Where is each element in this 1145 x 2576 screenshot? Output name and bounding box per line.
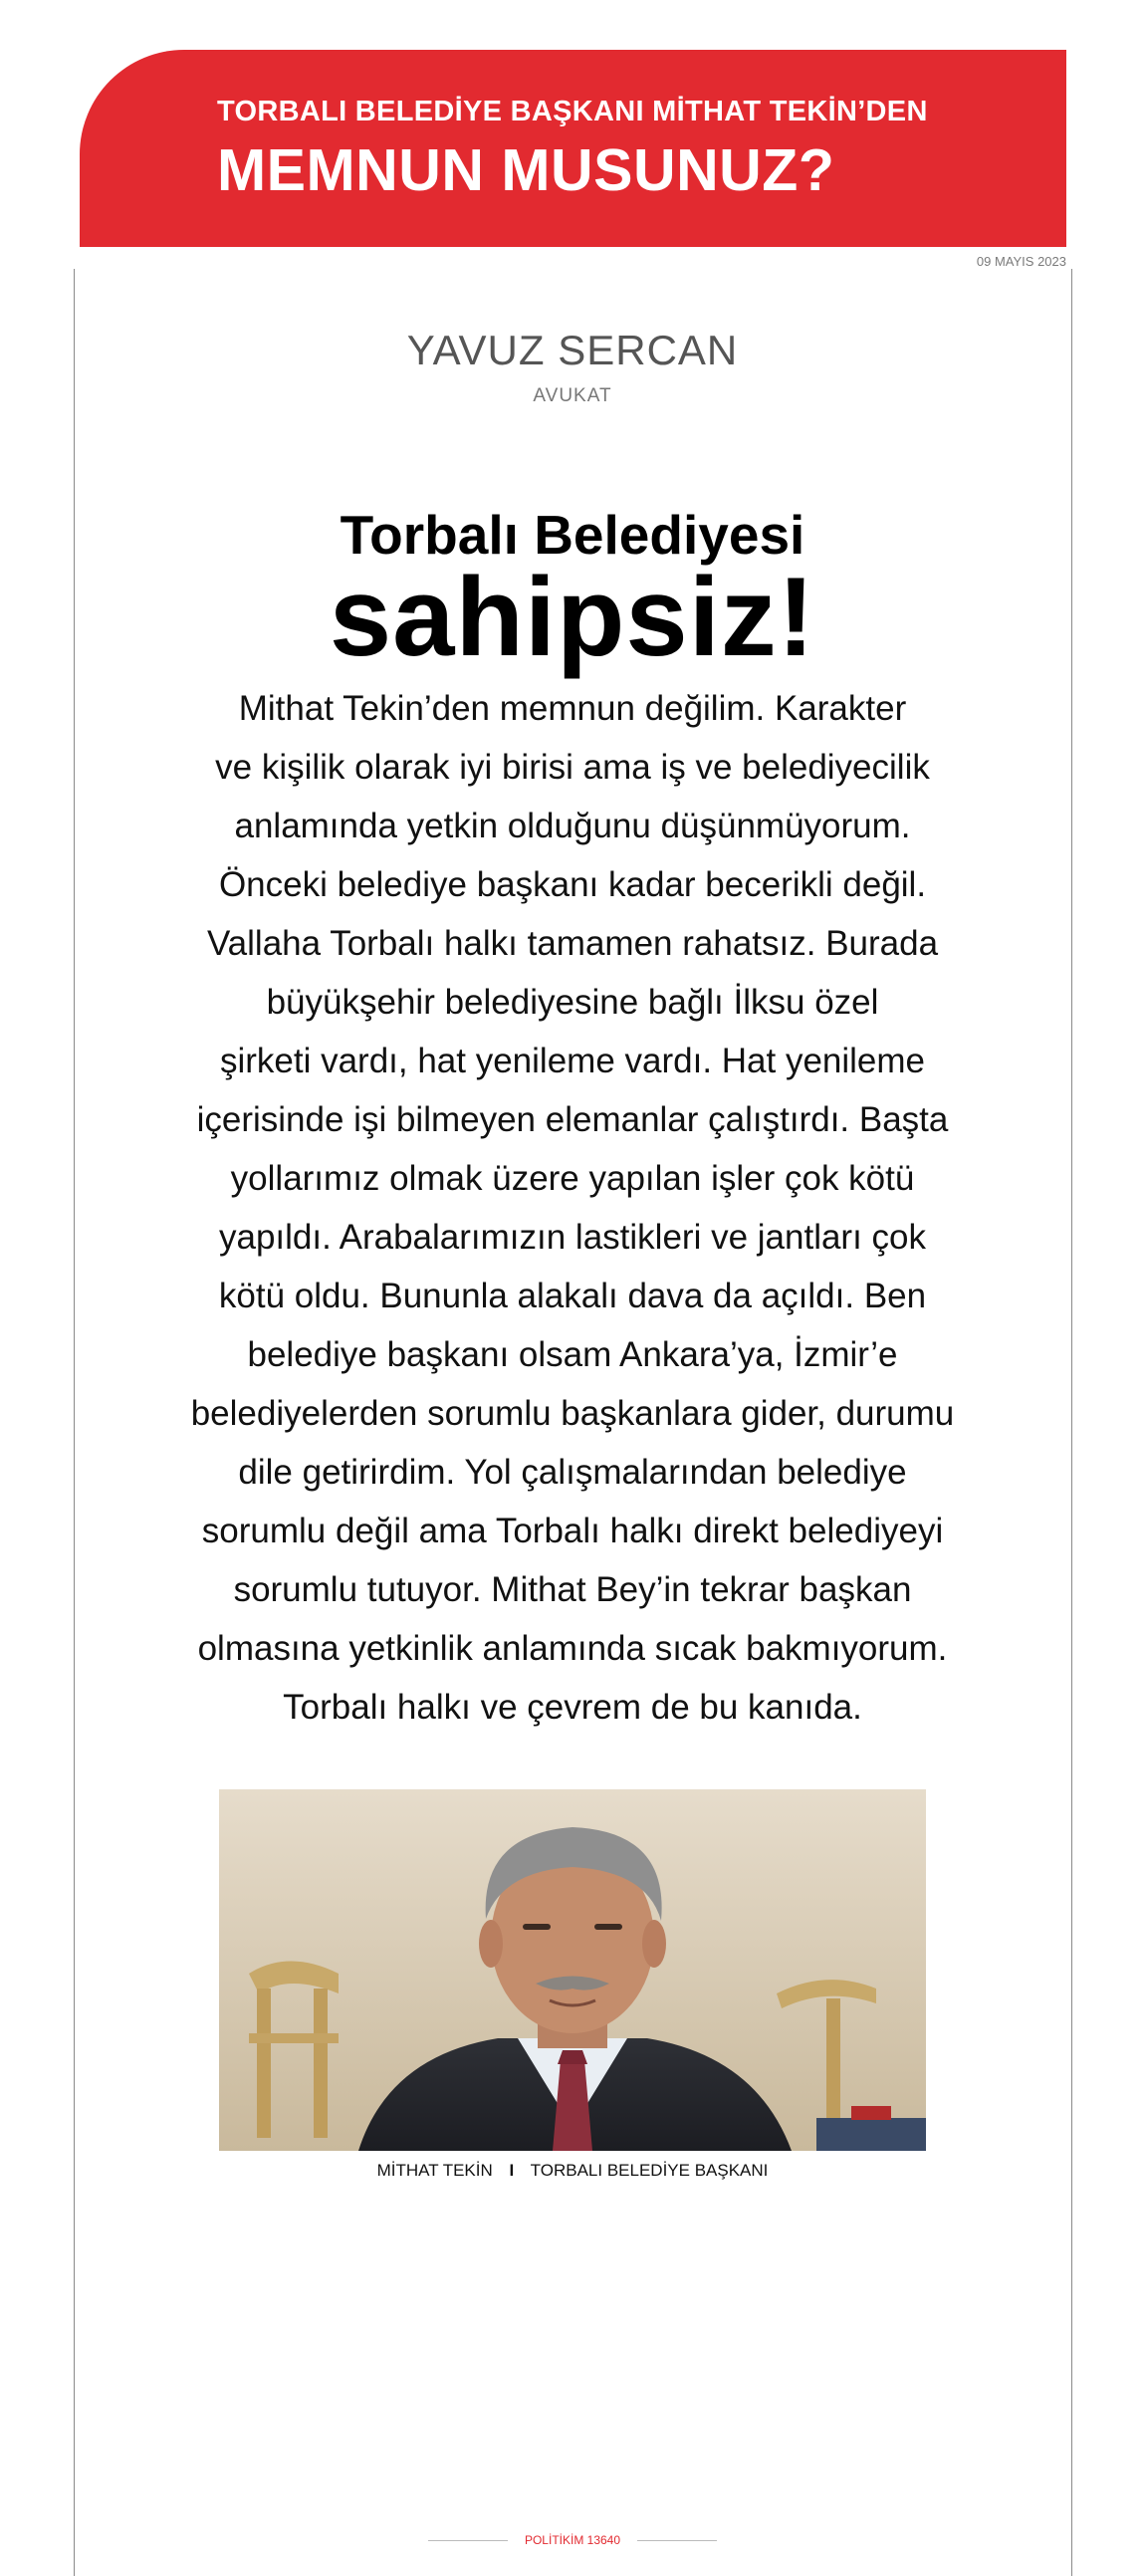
header-headline: MEMNUN MUSUNUZ? <box>217 137 835 203</box>
body-line: Mithat Tekin’den memnun değilim. Karakter <box>238 689 907 728</box>
body-line: içerisinde işi bilmeyen elemanlar çalıştırdı. Başta <box>196 1100 949 1139</box>
body-line: büyükşehir belediyesine bağlı İlksu özel <box>266 983 879 1022</box>
body-line: Önceki belediye başkanı kadar becerikli değil. <box>218 865 927 904</box>
author-role: AVUKAT <box>533 385 612 406</box>
body-line: dile getirirdim. Yol çalışmalarından belediye <box>238 1453 907 1492</box>
header-kicker: TORBALI BELEDİYE BAŞKANI MİTHAT TEKİN’DEN <box>217 96 928 127</box>
body-line: anlamında yetkin olduğunu düşünmüyorum. <box>234 807 911 845</box>
article-body <box>189 679 956 1737</box>
caption-title: TORBALI BELEDİYE BAŞKANI <box>530 2161 769 2180</box>
body-line: yapıldı. Arabalarımızın lastikleri ve jantları çok <box>218 1218 926 1257</box>
body-line: Vallaha Torbalı halkı tamamen rahatsız. Burada <box>206 924 939 963</box>
body-line: sorumlu değil ama Torbalı halkı direkt belediyeyi <box>201 1512 944 1550</box>
mayor-photo <box>219 1789 926 2151</box>
body-line: olmasına yetkinlik anlamında sıcak bakmıyorum. <box>197 1629 948 1668</box>
mayor-photo-illustration <box>219 1789 926 2151</box>
body-line: Torbalı halkı ve çevrem de bu kanıda. <box>283 1688 862 1727</box>
footer-rule-right <box>637 2540 717 2541</box>
body-line: yollarımız olmak üzere yapılan işler çok kötü <box>230 1159 915 1198</box>
caption-name: MİTHAT TEKİN <box>376 2161 493 2180</box>
body-line: belediyelerden sorumlu başkanlara gider, durumu <box>190 1394 955 1433</box>
article-title-line2: sahipsiz! <box>329 555 816 679</box>
author-name: YAVUZ SERCAN <box>406 327 739 373</box>
body-line: belediye başkanı olsam Ankara’ya, İzmir’e <box>247 1335 898 1374</box>
footer-rule-left <box>428 2540 508 2541</box>
publish-date: 09 MAYIS 2023 <box>976 254 1066 269</box>
body-line: şirketi vardı, hat yenileme vardı. Hat yenileme <box>219 1042 926 1080</box>
footer-page-label: POLİTİKİM 13640 <box>524 2533 621 2547</box>
photo-caption <box>0 2161 1145 2181</box>
caption-separator: I <box>509 2161 515 2180</box>
page-footer <box>0 2533 1145 2547</box>
body-line: kötü oldu. Bununla alakalı dava da açıldı. Ben <box>218 1277 927 1315</box>
body-line: sorumlu tutuyor. Mithat Bey’in tekrar başkan <box>233 1570 912 1609</box>
article-title-line1: Torbalı Belediyesi <box>340 504 805 566</box>
body-line: ve kişilik olarak iyi birisi ama iş ve belediyecilik <box>215 748 930 787</box>
